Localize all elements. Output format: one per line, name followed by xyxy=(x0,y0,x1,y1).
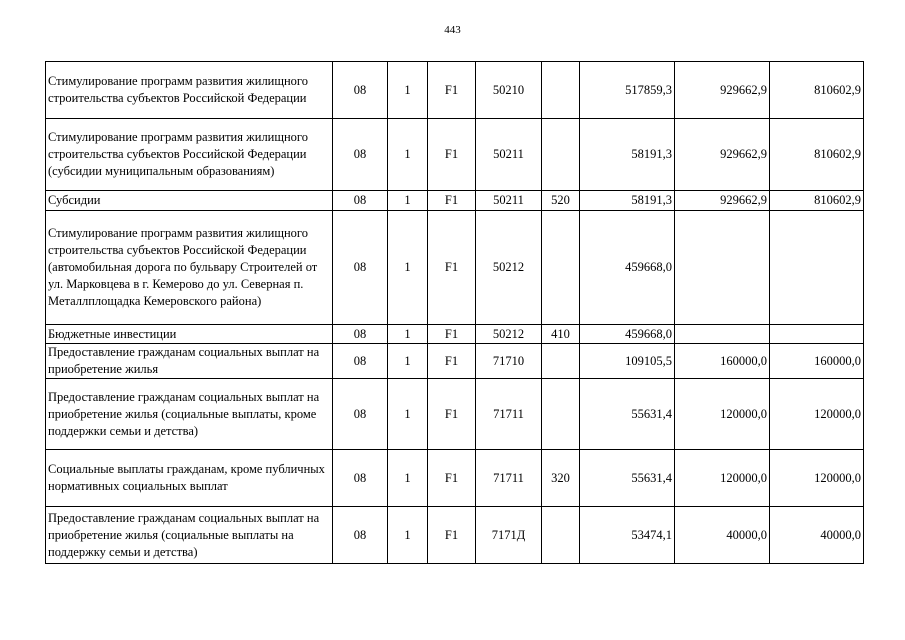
program-code: F1 xyxy=(428,507,476,564)
amount-year-2: 929662,9 xyxy=(675,191,770,211)
section-code: 08 xyxy=(333,119,388,191)
expense-type-code: 320 xyxy=(542,450,580,507)
amount-year-3: 120000,0 xyxy=(770,379,864,450)
program-code: F1 xyxy=(428,450,476,507)
amount-year-1: 517859,3 xyxy=(580,62,675,119)
expense-type-code xyxy=(542,507,580,564)
section-code: 08 xyxy=(333,379,388,450)
section-code: 08 xyxy=(333,211,388,325)
expense-type-code xyxy=(542,62,580,119)
expense-type-code xyxy=(542,344,580,379)
section-code: 08 xyxy=(333,62,388,119)
direction-code: 50212 xyxy=(476,211,542,325)
amount-year-3: 810602,9 xyxy=(770,119,864,191)
section-code: 08 xyxy=(333,450,388,507)
amount-year-1: 58191,3 xyxy=(580,119,675,191)
subsection-code: 1 xyxy=(388,344,428,379)
subsection-code: 1 xyxy=(388,507,428,564)
subsection-code: 1 xyxy=(388,379,428,450)
amount-year-2 xyxy=(675,325,770,344)
section-code: 08 xyxy=(333,191,388,211)
direction-code: 7171Д xyxy=(476,507,542,564)
budget-table-body xyxy=(46,62,864,564)
section-code: 08 xyxy=(333,507,388,564)
program-code: F1 xyxy=(428,119,476,191)
amount-year-3 xyxy=(770,325,864,344)
row-name: Предоставление гражданам социальных выплат на приобретение жилья (социальные выплаты, кроме поддержки семьи и детства) xyxy=(46,379,333,450)
direction-code: 71711 xyxy=(476,450,542,507)
expense-type-code xyxy=(542,379,580,450)
expense-type-code xyxy=(542,119,580,191)
amount-year-1: 55631,4 xyxy=(580,450,675,507)
amount-year-2: 120000,0 xyxy=(675,450,770,507)
row-name: Субсидии xyxy=(46,191,333,211)
amount-year-2: 40000,0 xyxy=(675,507,770,564)
program-code: F1 xyxy=(428,379,476,450)
table-row xyxy=(46,507,864,564)
amount-year-2: 120000,0 xyxy=(675,379,770,450)
row-name: Стимулирование программ развития жилищного строительства субъектов Российской Федерации (автомобильная дорога по бульвару Строителей от ул. Марковцева в г. Кемерово до ул. Северная п. Металлплощадка Кемеровского района) xyxy=(46,211,333,325)
amount-year-2 xyxy=(675,211,770,325)
amount-year-1: 55631,4 xyxy=(580,379,675,450)
amount-year-1: 459668,0 xyxy=(580,325,675,344)
subsection-code: 1 xyxy=(388,211,428,325)
expense-type-code: 410 xyxy=(542,325,580,344)
amount-year-1: 109105,5 xyxy=(580,344,675,379)
program-code: F1 xyxy=(428,211,476,325)
row-name: Предоставление гражданам социальных выплат на приобретение жилья (социальные выплаты на поддержку семьи и детства) xyxy=(46,507,333,564)
table-row xyxy=(46,191,864,211)
subsection-code: 1 xyxy=(388,325,428,344)
amount-year-2: 160000,0 xyxy=(675,344,770,379)
direction-code: 71711 xyxy=(476,379,542,450)
amount-year-3: 40000,0 xyxy=(770,507,864,564)
amount-year-2: 929662,9 xyxy=(675,119,770,191)
program-code: F1 xyxy=(428,191,476,211)
direction-code: 50211 xyxy=(476,191,542,211)
program-code: F1 xyxy=(428,344,476,379)
table-row xyxy=(46,344,864,379)
page-number: 443 xyxy=(444,24,461,36)
row-name: Стимулирование программ развития жилищного строительства субъектов Российской Федерации xyxy=(46,62,333,119)
row-name: Предоставление гражданам социальных выплат на приобретение жилья xyxy=(46,344,333,379)
subsection-code: 1 xyxy=(388,119,428,191)
row-name: Бюджетные инвестиции xyxy=(46,325,333,344)
amount-year-3: 810602,9 xyxy=(770,62,864,119)
budget-table xyxy=(45,61,864,564)
row-name: Социальные выплаты гражданам, кроме публичных нормативных социальных выплат xyxy=(46,450,333,507)
table-row xyxy=(46,450,864,507)
subsection-code: 1 xyxy=(388,450,428,507)
section-code: 08 xyxy=(333,325,388,344)
table-row xyxy=(46,325,864,344)
table-row xyxy=(46,62,864,119)
direction-code: 71710 xyxy=(476,344,542,379)
amount-year-3: 810602,9 xyxy=(770,191,864,211)
program-code: F1 xyxy=(428,325,476,344)
amount-year-3: 120000,0 xyxy=(770,450,864,507)
amount-year-1: 459668,0 xyxy=(580,211,675,325)
amount-year-3: 160000,0 xyxy=(770,344,864,379)
amount-year-1: 53474,1 xyxy=(580,507,675,564)
expense-type-code: 520 xyxy=(542,191,580,211)
direction-code: 50212 xyxy=(476,325,542,344)
program-code: F1 xyxy=(428,62,476,119)
amount-year-3 xyxy=(770,211,864,325)
direction-code: 50210 xyxy=(476,62,542,119)
amount-year-1: 58191,3 xyxy=(580,191,675,211)
row-name: Стимулирование программ развития жилищного строительства субъектов Российской Федерации (субсидии муниципальным образованиям) xyxy=(46,119,333,191)
direction-code: 50211 xyxy=(476,119,542,191)
amount-year-2: 929662,9 xyxy=(675,62,770,119)
subsection-code: 1 xyxy=(388,62,428,119)
subsection-code: 1 xyxy=(388,191,428,211)
section-code: 08 xyxy=(333,344,388,379)
expense-type-code xyxy=(542,211,580,325)
table-row xyxy=(46,119,864,191)
table-row xyxy=(46,211,864,325)
table-row xyxy=(46,379,864,450)
